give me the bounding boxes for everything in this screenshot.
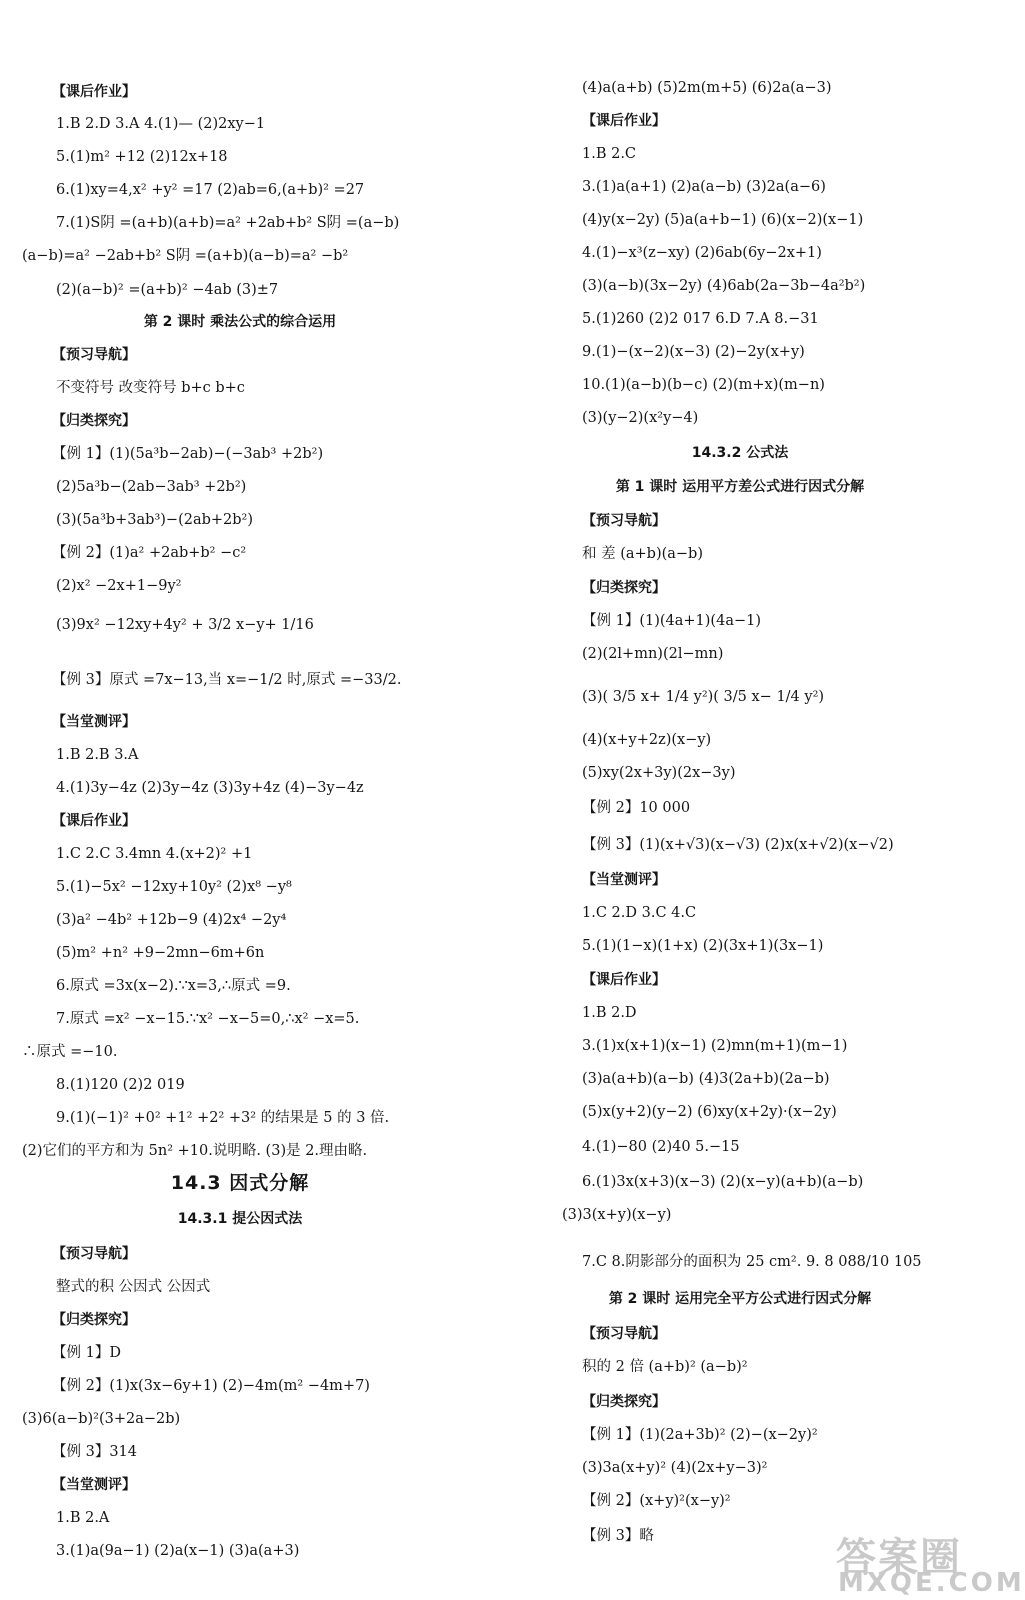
answer-line: 1.C 2.C 3.4mn 4.(x+2)² +1 — [56, 846, 253, 862]
answer-line: 和 差 (a+b)(a−b) — [582, 546, 703, 562]
right-column — [500, 0, 980, 1600]
answer-line: (3)(5a³b+3ab³)−(2ab+2b²) — [56, 512, 254, 528]
answer-line: 5.(1)(1−x)(1+x) (2)(3x+1)(3x−1) — [582, 938, 824, 954]
section-header: 【当堂测评】 — [52, 714, 136, 730]
answer-line: (3)(a−b)(3x−2y) (4)6ab(2a−3b−4a²b²) — [582, 278, 866, 294]
answer-line: 6.(1)xy=4,x² +y² =17 (2)ab=6,(a+b)² =27 — [56, 182, 365, 198]
answer-line: 7.C 8.阴影部分的面积为 25 cm². 9. 8 088/10 105 — [582, 1254, 922, 1270]
section-title: 14.3.1 提公因式法 — [177, 1211, 303, 1227]
answer-line: 7.原式 =x² −x−15.∵x² −x−5=0,∴x² −x=5. — [56, 1011, 360, 1027]
answer-line: 6.原式 =3x(x−2).∵x=3,∴原式 =9. — [56, 978, 291, 994]
answer-line: 6.(1)3x(x+3)(x−3) (2)(x−y)(a+b)(a−b) — [582, 1174, 864, 1190]
answer-line: 【例 1】(1)(4a+1)(4a−1) — [582, 613, 761, 629]
answer-line: 【例 2】(1)x(3x−6y+1) (2)−4m(m² −4m+7) — [52, 1378, 370, 1394]
section-header: 【预习导航】 — [52, 347, 136, 363]
answer-line: (5)x(y+2)(y−2) (6)xy(x+2y)·(x−2y) — [582, 1104, 837, 1120]
answer-line: (3)6(a−b)²(3+2a−2b) — [22, 1411, 181, 1427]
section-header: 【归类探究】 — [582, 580, 666, 596]
section-header: 【课后作业】 — [52, 813, 136, 829]
answer-line: (3)3a(x+y)² (4)(2x+y−3)² — [582, 1460, 768, 1476]
answer-line: (a−b)=a² −2ab+b² S阴 =(a+b)(a−b)=a² −b² — [22, 248, 349, 264]
answer-line: 【例 3】314 — [52, 1444, 138, 1460]
section-header: 【课后作业】 — [582, 113, 666, 129]
answer-line: 3.(1)a(a+1) (2)a(a−b) (3)2a(a−6) — [582, 179, 826, 195]
answer-line: 5.(1)260 (2)2 017 6.D 7.A 8.−31 — [582, 311, 819, 327]
answer-line: 9.(1)−(x−2)(x−3) (2)−2y(x+y) — [582, 344, 805, 360]
answer-line: (2)(2l+mn)(2l−mn) — [582, 646, 724, 662]
answer-line: 9.(1)(−1)² +0² +1² +2² +3² 的结果是 5 的 3 倍. — [56, 1110, 390, 1126]
answer-line: 整式的积 公因式 公因式 — [56, 1279, 211, 1295]
answer-line: 1.B 2.D — [582, 1005, 637, 1021]
section-title: 第 2 课时 运用完全平方公式进行因式分解 — [608, 1291, 872, 1307]
answer-line: 【例 2】(x+y)²(x−y)² — [582, 1493, 731, 1509]
section-header: 【归类探究】 — [52, 1312, 136, 1328]
answer-line: (3)3(x+y)(x−y) — [562, 1207, 672, 1223]
answer-line: (2)(a−b)² =(a+b)² −4ab (3)±7 — [56, 282, 279, 298]
answer-line: 5.(1)−5x² −12xy+10y² (2)x⁸ −y⁸ — [56, 879, 292, 895]
answer-line: (4)y(x−2y) (5)a(a+b−1) (6)(x−2)(x−1) — [582, 212, 864, 228]
answer-line: 1.B 2.B 3.A — [56, 747, 139, 763]
answer-line: 5.(1)m² +12 (2)12x+18 — [56, 149, 228, 165]
answer-line: (3)( 3/5 x+ 1/4 y²)( 3/5 x− 1/4 y²) — [582, 689, 825, 705]
answer-line: (5)xy(2x+3y)(2x−3y) — [582, 765, 736, 781]
section-header: 【预习导航】 — [52, 1246, 136, 1262]
section-header: 【课后作业】 — [582, 972, 666, 988]
section-header: 【课后作业】 — [52, 84, 136, 100]
answer-line: ∴原式 =−10. — [22, 1044, 118, 1060]
answer-line: (2)5a³b−(2ab−3ab³ +2b²) — [56, 479, 247, 495]
answer-line: 【例 3】原式 =7x−13,当 x=−1/2 时,原式 =−33/2. — [52, 672, 402, 688]
answer-line: 1.C 2.D 3.C 4.C — [582, 905, 697, 921]
watermark-url: MXQE.COM — [838, 1568, 1025, 1598]
answer-line: 【例 2】(1)a² +2ab+b² −c² — [52, 545, 247, 561]
section-title: 14.3.2 公式法 — [691, 445, 789, 461]
section-title: 第 1 课时 运用平方差公式进行因式分解 — [615, 479, 865, 495]
answer-line: (3)9x² −12xy+4y² + 3/2 x−y+ 1/16 — [56, 617, 314, 633]
answer-line: 1.B 2.C — [582, 146, 637, 162]
answer-line: (3)a² −4b² +12b−9 (4)2x⁴ −2y⁴ — [56, 912, 287, 928]
answer-line: 7.(1)S阴 =(a+b)(a+b)=a² +2ab+b² S阴 =(a−b) — [56, 215, 400, 231]
answer-line: 【例 1】D — [52, 1345, 121, 1361]
watermark-title: 答案圈 — [836, 1535, 962, 1581]
answer-line: 积的 2 倍 (a+b)² (a−b)² — [582, 1359, 748, 1375]
answer-line: (3)(y−2)(x²y−4) — [582, 410, 699, 426]
answer-line: 【例 2】10 000 — [582, 800, 691, 816]
answer-line: 4.(1)−80 (2)40 5.−15 — [582, 1139, 740, 1155]
watermark-logo — [818, 1526, 1025, 1598]
answer-line: (2)它们的平方和为 5n² +10.说明略. (3)是 2.理由略. — [22, 1143, 368, 1159]
answer-line: 10.(1)(a−b)(b−c) (2)(m+x)(m−n) — [582, 377, 825, 393]
answer-line: (3)a(a+b)(a−b) (4)3(2a+b)(2a−b) — [582, 1071, 830, 1087]
answer-line: 1.B 2.A — [56, 1510, 110, 1526]
answer-line: (2)x² −2x+1−9y² — [56, 578, 182, 594]
section-header: 【当堂测评】 — [582, 872, 666, 888]
answer-line: (4)a(a+b) (5)2m(m+5) (6)2a(a−3) — [582, 80, 832, 96]
section-title: 14.3 因式分解 — [170, 1172, 310, 1194]
answer-line: 4.(1)3y−4z (2)3y−4z (3)3y+4z (4)−3y−4z — [56, 780, 364, 796]
answer-line: 【例 3】略 — [582, 1528, 654, 1544]
left-column — [0, 0, 480, 1600]
answer-line: 不变符号 改变符号 b+c b+c — [56, 380, 245, 396]
section-header: 【预习导航】 — [582, 1326, 666, 1342]
answer-line: (5)m² +n² +9−2mn−6m+6n — [56, 945, 265, 961]
answer-line: (4)(x+y+2z)(x−y) — [582, 732, 712, 748]
answer-line: 3.(1)a(9a−1) (2)a(x−1) (3)a(a+3) — [56, 1543, 300, 1559]
answer-line: 1.B 2.D 3.A 4.(1)— (2)2xy−1 — [56, 116, 266, 132]
answer-line: 【例 1】(1)(5a³b−2ab)−(−3ab³ +2b²) — [52, 446, 324, 462]
answer-line: 8.(1)120 (2)2 019 — [56, 1077, 185, 1093]
answer-line: 3.(1)x(x+1)(x−1) (2)mn(m+1)(m−1) — [582, 1038, 848, 1054]
section-title: 第 2 课时 乘法公式的综合运用 — [143, 314, 337, 330]
answer-line: 4.(1)−x³(z−xy) (2)6ab(6y−2x+1) — [582, 245, 822, 261]
answer-line: 【例 1】(1)(2a+3b)² (2)−(x−2y)² — [582, 1427, 818, 1443]
section-header: 【归类探究】 — [52, 413, 136, 429]
section-header: 【预习导航】 — [582, 513, 666, 529]
section-header: 【归类探究】 — [582, 1394, 666, 1410]
section-header: 【当堂测评】 — [52, 1477, 136, 1493]
answer-line: 【例 3】(1)(x+√3)(x−√3) (2)x(x+√2)(x−√2) — [582, 837, 894, 853]
